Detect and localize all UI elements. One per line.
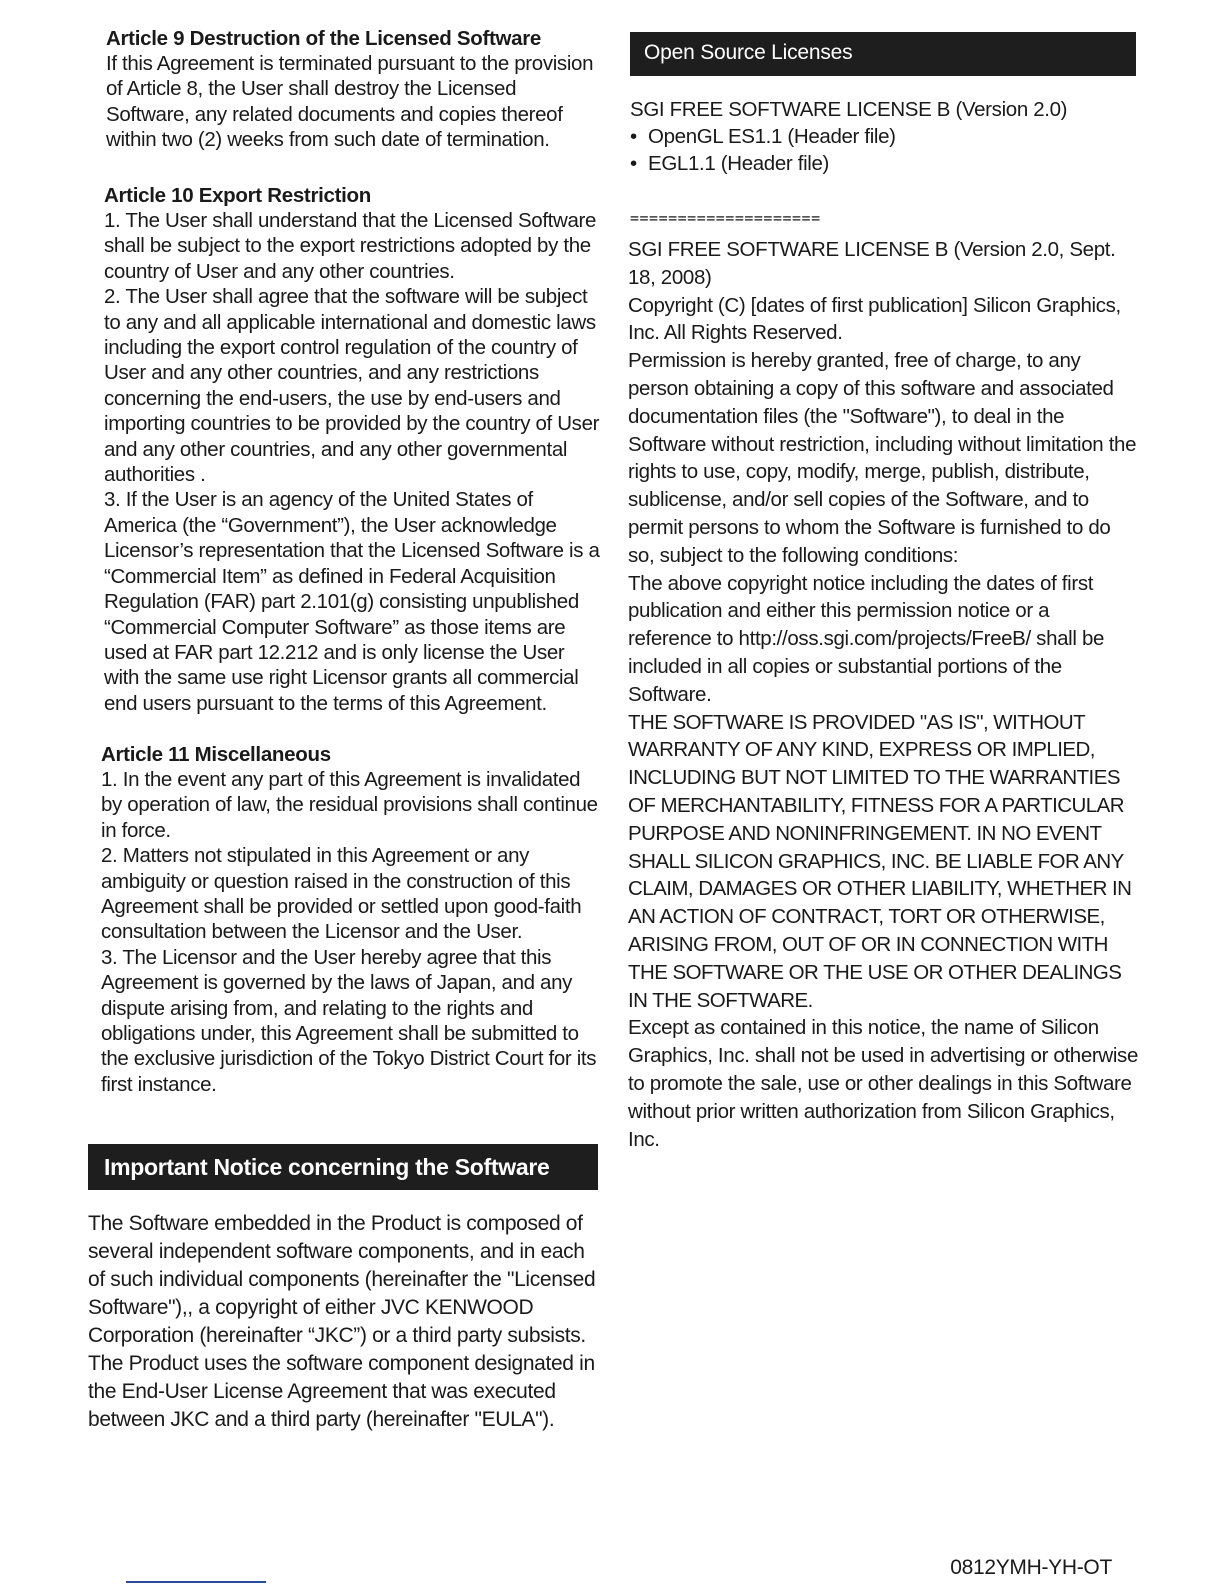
article-11-clause-3: 3. The Licensor and the User hereby agree that this Agreement is governed by the laws of Japan, and any dispute arising from, and relating to the rights and obligations under, this Agreement shall be submitted to the exclusive jurisdiction of the Tokyo District Court for its first instance. xyxy=(101,945,597,1096)
article-11-clause-1: 1. In the event any part of this Agreement is invalidated by operation of law, the residual provisions shall continue in force. xyxy=(101,768,598,842)
document-code: 0812YMH-YH-OT xyxy=(950,1556,1112,1579)
important-notice-banner: Important Notice concerning the Software xyxy=(88,1144,598,1190)
license-name-clause: Except as contained in this notice, the name of Silicon Graphics, Inc. shall not be used in advertising or otherwise to promote the sale, use or other dealings in this Software without prior written authorization from Silicon Graphics, Inc. xyxy=(628,1016,1138,1151)
license-bullet-item xyxy=(630,150,1138,177)
license-bullet-text: OpenGL ES1.1 (Header file) xyxy=(648,125,896,148)
license-copyright: Copyright (C) [dates of first publication] Silicon Graphics, Inc. All Rights Reserved. xyxy=(628,293,1121,345)
license-bullet-text: EGL1.1 (Header file) xyxy=(648,152,830,175)
bottom-edge-mark xyxy=(126,1581,266,1583)
license-full-title: SGI FREE SOFTWARE LICENSE B (Version 2.0, Sept. 18, 2008) xyxy=(628,238,1116,289)
license-bullet-item xyxy=(630,123,1138,150)
article-10-heading: Article 10 Export Restriction xyxy=(104,184,371,207)
license-text xyxy=(628,236,1138,1153)
license-warranty: THE SOFTWARE IS PROVIDED "AS IS", WITHOUT WARRANTY OF ANY KIND, EXPRESS OR IMPLIED, INCLUDING BUT NOT LIMITED TO THE WARRANTIES OF MERCHANTABILITY, FITNESS FOR A PARTICULAR PURPOSE AND NONINFRINGEMENT. IN NO EVENT SHALL SILICON GRAPHICS, INC. BE LIABLE FOR ANY CLAIM, DAMAGES OR OTHER LIABILITY, WHETHER IN AN ACTION OF CONTRACT, TORT OR OTHERWISE, ARISING FROM, OUT OF OR IN CONNECTION WITH THE SOFTWARE OR THE USE OR OTHER DEALINGS IN THE SOFTWARE. xyxy=(628,710,1132,1012)
important-notice-body xyxy=(88,1210,603,1434)
article-10-clause-2: 2. The User shall agree that the software will be subject to any and all applicable international and domestic laws including the export control regulation of the country of User and any other countries, and any restrictions concerning the end-users, the use by end-users and importing countries to be provided by the country of User and any other countries, and any other governmental authorities . xyxy=(104,285,600,487)
article-10 xyxy=(104,183,603,716)
bullet-icon: • xyxy=(630,125,637,148)
license-permission: Permission is hereby granted, free of charge, to any person obtaining a copy of this software and associated documentation files (the "Software"), to deal in the Software without restriction, including without limitation the rights to use, copy, modify, merge, publish, distribute, sublicense, and/or sell copies of the Software, and to permit persons to whom the Software is furnished to do so, subject to the following conditions: xyxy=(628,349,1137,567)
separator-rule: ==================== xyxy=(630,209,821,227)
article-10-clause-1: 1. The User shall understand that the Licensed Software shall be subject to the export restrictions adopted by the country of User and any other countries. xyxy=(104,209,597,283)
article-11 xyxy=(101,742,603,1097)
open-source-licenses-banner: Open Source Licenses xyxy=(630,32,1136,76)
license-summary-title: SGI FREE SOFTWARE LICENSE B (Version 2.0) xyxy=(630,98,1068,121)
article-9 xyxy=(106,26,603,153)
article-9-body: If this Agreement is terminated pursuant to the provision of Article 8, the User shall destroy the Licensed Software, any related documents and copies thereof within two (2) weeks from such date of termination. xyxy=(106,52,594,152)
important-notice-text: The Software embedded in the Product is composed of several independent software components, and in each of such individual components (hereinafter the "Licensed Software"),, a copyright of either JVC KENWOOD Corporation (hereinafter “JKC”) or a third party subsists. The Product uses the software component designated in the End-User License Agreement that was executed between JKC and a third party (hereinafter "EULA"). xyxy=(88,1212,596,1431)
license-notice-condition: The above copyright notice including the dates of first publication and either this permission notice or a reference to http://oss.sgi.com/projects/FreeB/ shall be included in all copies or substantial portions of the Software. xyxy=(628,571,1105,706)
bullet-icon: • xyxy=(630,152,637,175)
license-summary xyxy=(630,96,1138,177)
article-11-clause-2: 2. Matters not stipulated in this Agreement or any ambiguity or question raised in the construction of this Agreement shall be provided or settled upon good-faith consultation between the Licensor and the User. xyxy=(101,844,582,944)
article-11-heading: Article 11 Miscellaneous xyxy=(101,743,331,766)
article-10-clause-3: 3. If the User is an agency of the United States of America (the “Government”), the User acknowledge Licensor’s representation that the Licensed Software is a “Commercial Item” as defined in Federal Acquisition Regulation (FAR) part 2.101(g) consisting unpublished “Commercial Computer Software” as those items are used at FAR part 12.212 and is only license the User with the same use right Licensor grants all commercial end users pursuant to the terms of this Agreement. xyxy=(104,488,600,715)
article-9-heading: Article 9 Destruction of the Licensed Software xyxy=(106,27,542,50)
